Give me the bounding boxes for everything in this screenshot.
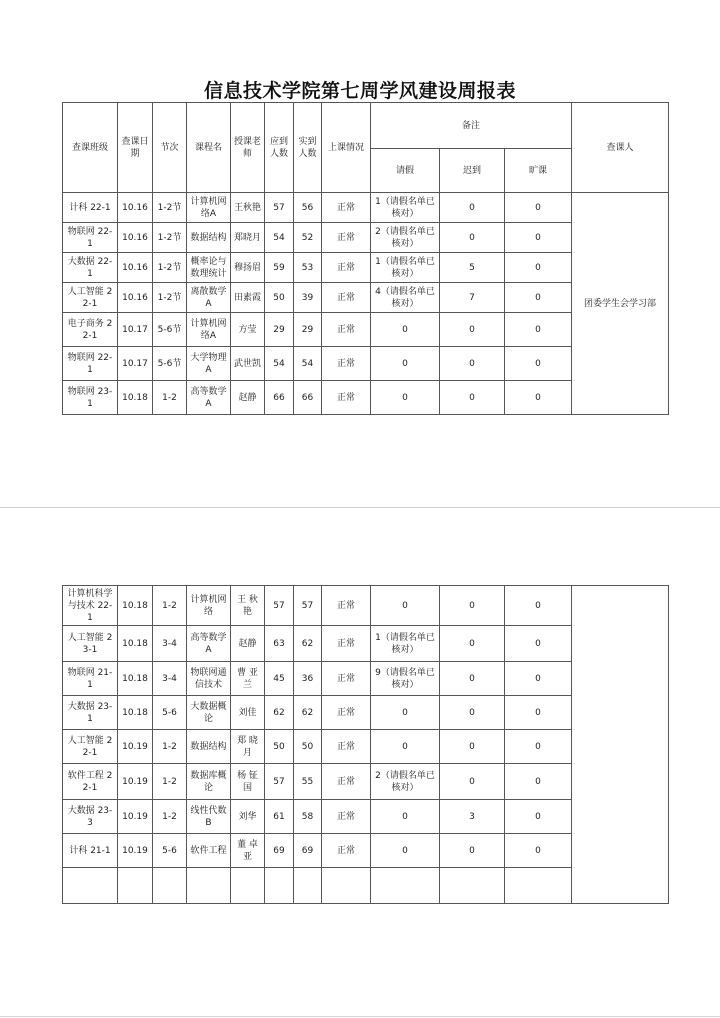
- cell-absent: 0: [505, 586, 572, 626]
- cell-absent: 0: [505, 381, 572, 415]
- cell-date: 10.16: [118, 283, 153, 313]
- cell-class: 计算机科学与技术 22-1: [63, 586, 118, 626]
- cell-teacher: 武世凯: [231, 347, 265, 381]
- cell-status: 正常: [322, 696, 371, 730]
- cell-status: 正常: [322, 730, 371, 764]
- cell-course: 数据结构: [187, 730, 231, 764]
- cell-absent: 0: [505, 834, 572, 868]
- cell-class: 人工智能 22-1: [63, 730, 118, 764]
- cell-late: 3: [440, 800, 505, 834]
- table-row: [63, 193, 669, 223]
- cell-period: 3-4: [153, 662, 187, 696]
- cell-empty: [63, 868, 118, 904]
- cell-class: 电子商务 22-1: [63, 313, 118, 347]
- cell-actual: 69: [294, 834, 322, 868]
- cell-status: 正常: [322, 381, 371, 415]
- cell-late: 0: [440, 313, 505, 347]
- cell-status: 正常: [322, 347, 371, 381]
- cell-empty: [505, 868, 572, 904]
- report-table-page-1: [62, 102, 669, 415]
- cell-absent: 0: [505, 313, 572, 347]
- cell-actual: 58: [294, 800, 322, 834]
- cell-period: 1-2: [153, 381, 187, 415]
- cell-course: 大学物理A: [187, 347, 231, 381]
- cell-actual: 52: [294, 223, 322, 253]
- cell-course: 线性代数B: [187, 800, 231, 834]
- cell-actual: 62: [294, 696, 322, 730]
- header-teacher: 授课老师: [231, 103, 265, 193]
- cell-status: 正常: [322, 662, 371, 696]
- header-late: 迟到: [440, 149, 505, 193]
- cell-leave: 0: [371, 313, 440, 347]
- cell-empty: [265, 868, 294, 904]
- cell-actual: 57: [294, 586, 322, 626]
- cell-late: 7: [440, 283, 505, 313]
- cell-course: 软件工程: [187, 834, 231, 868]
- cell-class: 人工智能 23-1: [63, 626, 118, 662]
- cell-teacher: 郑晓月: [231, 223, 265, 253]
- cell-late: 0: [440, 662, 505, 696]
- cell-teacher: 赵静: [231, 381, 265, 415]
- cell-teacher: 方莹: [231, 313, 265, 347]
- cell-status: 正常: [322, 800, 371, 834]
- header-leave: 请假: [371, 149, 440, 193]
- cell-status: 正常: [322, 193, 371, 223]
- cell-empty: [187, 868, 231, 904]
- cell-leave: 0: [371, 696, 440, 730]
- cell-leave: 1（请假名单已核对）: [371, 253, 440, 283]
- cell-status: 正常: [322, 313, 371, 347]
- header-period: 节次: [153, 103, 187, 193]
- cell-course: 高等数学A: [187, 381, 231, 415]
- cell-class: 大数据 23-1: [63, 696, 118, 730]
- cell-actual: 29: [294, 313, 322, 347]
- cell-course: 高等数学A: [187, 626, 231, 662]
- cell-actual: 36: [294, 662, 322, 696]
- cell-leave: 0: [371, 800, 440, 834]
- cell-absent: 0: [505, 347, 572, 381]
- cell-teacher: 杨 钲国: [231, 764, 265, 800]
- cell-date: 10.16: [118, 223, 153, 253]
- cell-empty: [371, 868, 440, 904]
- cell-absent: 0: [505, 283, 572, 313]
- cell-actual: 54: [294, 347, 322, 381]
- cell-teacher: 郑 晓月: [231, 730, 265, 764]
- cell-date: 10.19: [118, 730, 153, 764]
- cell-teacher: 赵静: [231, 626, 265, 662]
- cell-teacher: 曹 亚兰: [231, 662, 265, 696]
- cell-class: 计科 22-1: [63, 193, 118, 223]
- cell-absent: 0: [505, 730, 572, 764]
- header-date: 查课日期: [118, 103, 153, 193]
- header-course: 课程名: [187, 103, 231, 193]
- cell-absent: 0: [505, 253, 572, 283]
- cell-teacher: 王 秋艳: [231, 586, 265, 626]
- cell-class: 人工智能 22-1: [63, 283, 118, 313]
- cell-period: 1-2: [153, 730, 187, 764]
- cell-absent: 0: [505, 764, 572, 800]
- cell-teacher: 刘华: [231, 800, 265, 834]
- cell-period: 1-2: [153, 764, 187, 800]
- cell-late: 0: [440, 730, 505, 764]
- cell-leave: 0: [371, 381, 440, 415]
- cell-actual: 53: [294, 253, 322, 283]
- cell-absent: 0: [505, 662, 572, 696]
- cell-course: 物联网通信技术: [187, 662, 231, 696]
- cell-course: 数据结构: [187, 223, 231, 253]
- cell-expected: 61: [265, 800, 294, 834]
- cell-late: 0: [440, 834, 505, 868]
- cell-period: 5-6节: [153, 347, 187, 381]
- cell-date: 10.19: [118, 834, 153, 868]
- cell-leave: 1（请假名单已核对）: [371, 193, 440, 223]
- table-row: [63, 586, 669, 626]
- cell-late: 0: [440, 626, 505, 662]
- header-remarks: 备注: [371, 103, 572, 149]
- cell-course: 离散数学A: [187, 283, 231, 313]
- cell-late: 5: [440, 253, 505, 283]
- cell-period: 1-2: [153, 586, 187, 626]
- cell-period: 1-2节: [153, 283, 187, 313]
- report-table-page-2: [62, 585, 669, 904]
- cell-period: 5-6: [153, 696, 187, 730]
- header-inspector: 查课人: [572, 103, 669, 193]
- cell-expected: 54: [265, 223, 294, 253]
- cell-date: 10.18: [118, 626, 153, 662]
- cell-period: 3-4: [153, 626, 187, 662]
- cell-class: 大数据 22-1: [63, 253, 118, 283]
- cell-date: 10.18: [118, 586, 153, 626]
- cell-empty: [440, 868, 505, 904]
- cell-course: 计算机网络: [187, 586, 231, 626]
- cell-absent: 0: [505, 223, 572, 253]
- cell-absent: 0: [505, 800, 572, 834]
- cell-expected: 50: [265, 283, 294, 313]
- header-absent: 旷课: [505, 149, 572, 193]
- cell-empty: [322, 868, 371, 904]
- cell-actual: 56: [294, 193, 322, 223]
- cell-date: 10.18: [118, 381, 153, 415]
- cell-teacher: 田素霞: [231, 283, 265, 313]
- cell-course: 概率论与数理统计: [187, 253, 231, 283]
- cell-absent: 0: [505, 696, 572, 730]
- cell-expected: 54: [265, 347, 294, 381]
- cell-late: 0: [440, 586, 505, 626]
- cell-status: 正常: [322, 626, 371, 662]
- cell-late: 0: [440, 223, 505, 253]
- cell-course: 计算机网络A: [187, 313, 231, 347]
- cell-date: 10.18: [118, 696, 153, 730]
- cell-late: 0: [440, 764, 505, 800]
- cell-leave: 0: [371, 347, 440, 381]
- cell-actual: 50: [294, 730, 322, 764]
- report-title: 信息技术学院第七周学风建设周报表: [203, 80, 516, 102]
- cell-teacher: 董 卓亚: [231, 834, 265, 868]
- cell-leave: 9（请假名单已核对）: [371, 662, 440, 696]
- cell-period: 1-2节: [153, 193, 187, 223]
- cell-period: 5-6: [153, 834, 187, 868]
- cell-actual: 55: [294, 764, 322, 800]
- header-class: 查课班级: [63, 103, 118, 193]
- page-divider: [0, 507, 720, 508]
- cell-inspector: [572, 586, 669, 904]
- cell-period: 5-6节: [153, 313, 187, 347]
- cell-leave: 0: [371, 730, 440, 764]
- cell-expected: 66: [265, 381, 294, 415]
- cell-expected: 63: [265, 626, 294, 662]
- cell-leave: 0: [371, 586, 440, 626]
- cell-course: 数据库概论: [187, 764, 231, 800]
- cell-leave: 4（请假名单已核对）: [371, 283, 440, 313]
- cell-absent: 0: [505, 193, 572, 223]
- cell-date: 10.19: [118, 800, 153, 834]
- cell-date: 10.17: [118, 347, 153, 381]
- cell-expected: 45: [265, 662, 294, 696]
- cell-date: 10.18: [118, 662, 153, 696]
- cell-expected: 57: [265, 193, 294, 223]
- cell-class: 物联网 22-1: [63, 223, 118, 253]
- cell-status: 正常: [322, 283, 371, 313]
- cell-status: 正常: [322, 253, 371, 283]
- cell-leave: 1（请假名单已核对）: [371, 626, 440, 662]
- cell-late: 0: [440, 381, 505, 415]
- cell-status: 正常: [322, 764, 371, 800]
- cell-date: 10.16: [118, 193, 153, 223]
- cell-teacher: 刘佳: [231, 696, 265, 730]
- cell-expected: 57: [265, 586, 294, 626]
- cell-leave: 2（请假名单已核对）: [371, 223, 440, 253]
- cell-actual: 62: [294, 626, 322, 662]
- cell-status: 正常: [322, 834, 371, 868]
- cell-course: 计算机网络A: [187, 193, 231, 223]
- header-expected: 应到人数: [265, 103, 294, 193]
- cell-teacher: 王秋艳: [231, 193, 265, 223]
- cell-status: 正常: [322, 223, 371, 253]
- cell-inspector: 团委学生会学习部: [572, 193, 669, 415]
- cell-actual: 66: [294, 381, 322, 415]
- cell-status: 正常: [322, 586, 371, 626]
- cell-late: 0: [440, 347, 505, 381]
- cell-empty: [118, 868, 153, 904]
- cell-empty: [294, 868, 322, 904]
- cell-expected: 50: [265, 730, 294, 764]
- cell-class: 软件工程 22-1: [63, 764, 118, 800]
- cell-late: 0: [440, 193, 505, 223]
- cell-date: 10.19: [118, 764, 153, 800]
- cell-class: 大数据 23-3: [63, 800, 118, 834]
- cell-expected: 62: [265, 696, 294, 730]
- cell-late: 0: [440, 696, 505, 730]
- cell-class: 物联网 21-1: [63, 662, 118, 696]
- cell-class: 物联网 23-1: [63, 381, 118, 415]
- header-actual: 实到人数: [294, 103, 322, 193]
- cell-expected: 59: [265, 253, 294, 283]
- cell-empty: [231, 868, 265, 904]
- cell-period: 1-2: [153, 800, 187, 834]
- cell-period: 1-2节: [153, 253, 187, 283]
- cell-class: 物联网 22-1: [63, 347, 118, 381]
- cell-empty: [153, 868, 187, 904]
- cell-date: 10.17: [118, 313, 153, 347]
- cell-period: 1-2节: [153, 223, 187, 253]
- cell-date: 10.16: [118, 253, 153, 283]
- cell-absent: 0: [505, 626, 572, 662]
- cell-expected: 29: [265, 313, 294, 347]
- cell-expected: 57: [265, 764, 294, 800]
- cell-leave: 2（请假名单已核对）: [371, 764, 440, 800]
- header-status: 上课情况: [322, 103, 371, 193]
- cell-leave: 0: [371, 834, 440, 868]
- cell-class: 计科 21-1: [63, 834, 118, 868]
- cell-actual: 39: [294, 283, 322, 313]
- cell-course: 大数据概论: [187, 696, 231, 730]
- page-bottom-edge: [0, 1016, 720, 1017]
- cell-expected: 69: [265, 834, 294, 868]
- cell-teacher: 穆扬眉: [231, 253, 265, 283]
